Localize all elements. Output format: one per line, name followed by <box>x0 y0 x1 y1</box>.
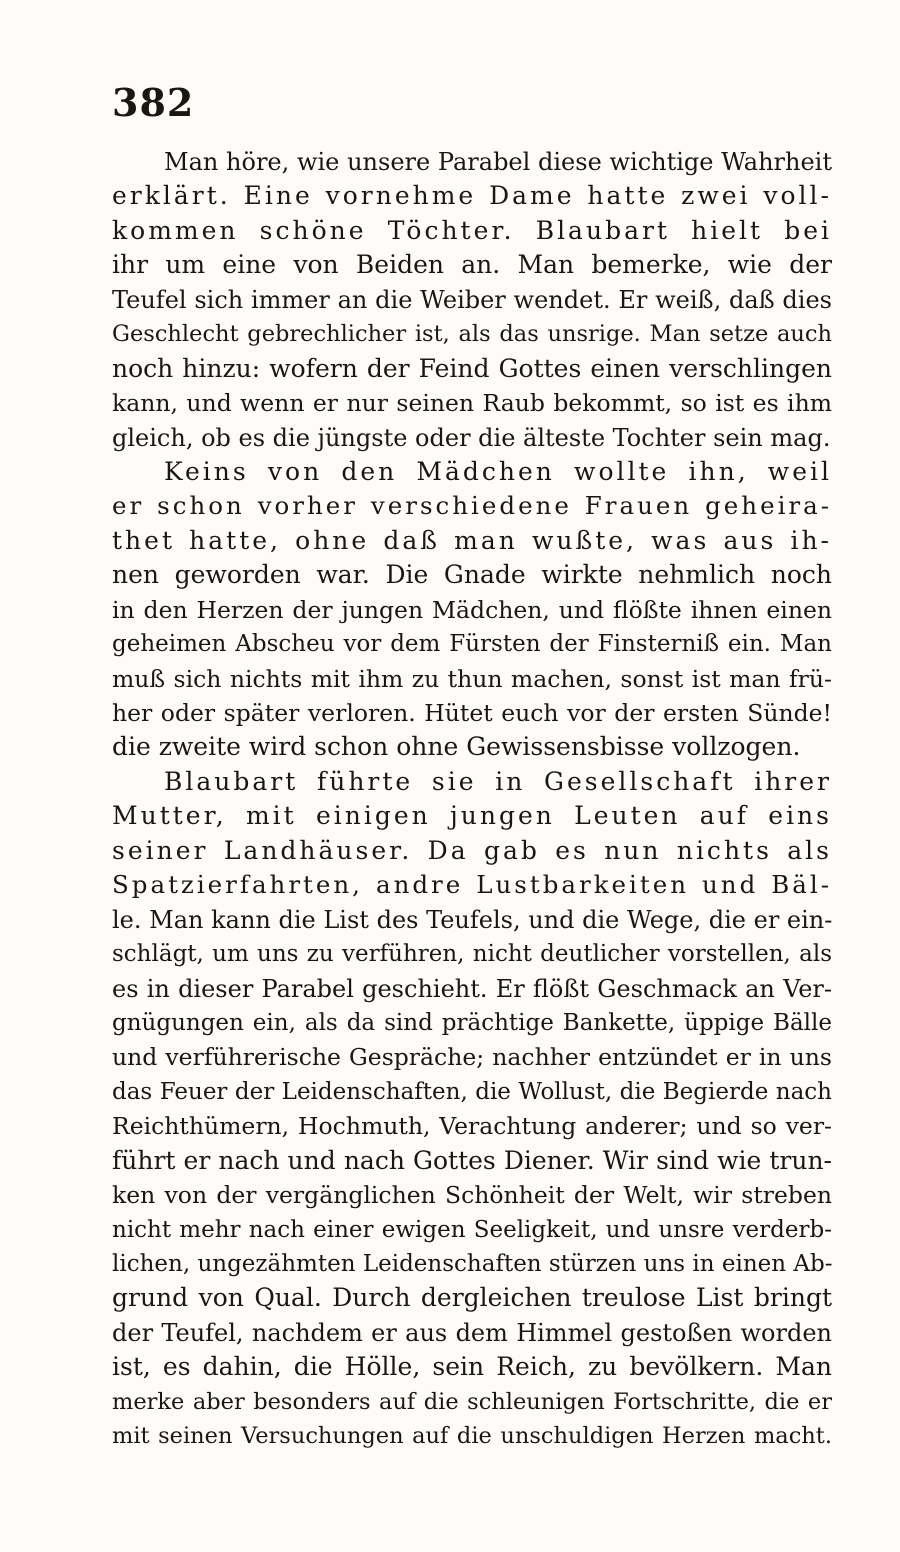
text-line: Teufel sich immer an die Weiber wendet. Er weiß, daß dies <box>112 285 832 314</box>
text-line: grund von Qual. Durch dergleichen treulose List bringt <box>112 1283 832 1313</box>
text-line: Geschlecht gebrechlicher ist, als das unsrige. Man setze auch <box>112 321 832 348</box>
text-line: Spatzierfahrten, andre Lustbarkeiten und Bäl- <box>112 870 832 900</box>
text-line: das Feuer der Leidenschaften, die Wollust, die Begierde nach <box>112 1078 832 1105</box>
text-line: ist, es dahin, die Hölle, sein Reich, zu bevölkern. Man <box>112 1352 832 1382</box>
text-line: Man höre, wie unsere Parabel diese wichtige Wahrheit <box>164 148 832 176</box>
text-line: thet hatte, ohne daß man wußte, was aus ih- <box>112 525 832 555</box>
text-line: kommen schöne Töchter. Blaubart hielt bei <box>112 215 832 245</box>
text-line: noch hinzu: wofern der Feind Gottes einen verschlingen <box>112 353 832 383</box>
text-line: erklärt. Eine vornehme Dame hatte zwei voll- <box>112 181 832 211</box>
paragraph-3 <box>112 765 832 1454</box>
text-line: es in dieser Parabel geschieht. Er flößt Geschmack an Ver- <box>112 974 832 1003</box>
text-line: her oder später verloren. Hütet euch vor der ersten Sünde! <box>112 699 832 727</box>
text-line: muß sich nichts mit ihm zu thun machen, sonst ist man frü- <box>112 664 832 693</box>
text-line: nicht mehr nach einer ewigen Seeligkeit, und unsre verderb- <box>112 1216 832 1243</box>
text-line: ken von der vergänglichen Schönheit der Welt, wir streben <box>112 1181 832 1210</box>
text-line: gnügungen ein, als da sind prächtige Bankette, üppige Bälle <box>112 1009 832 1036</box>
page-number: 382 <box>112 80 195 125</box>
text-line: Blaubart führte sie in Gesellschaft ihrer <box>164 766 832 796</box>
text-line: schlägt, um uns zu verführen, nicht deutlicher vorstellen, als <box>112 941 832 968</box>
paragraph-2 <box>112 455 832 765</box>
text-line: ihr um eine von Beiden an. Man bemerke, wie der <box>112 250 832 280</box>
text-line: lichen, ungezähmten Leidenschaften stürzen uns in einen Ab- <box>112 1251 833 1277</box>
text-line: und verführerische Gespräche; nachher entzündet er in uns <box>112 1043 832 1072</box>
text-line: kann, und wenn er nur seinen Raub bekommt, so ist es ihm <box>112 389 832 418</box>
text-line: Reichthümern, Hochmuth, Verachtung anderer; und so ver- <box>112 1112 832 1141</box>
text-line: mit seinen Versuchungen auf die unschuldigen Herzen macht. <box>112 1423 832 1450</box>
text-line: le. Man kann die List des Teufels, und die Wege, die er ein- <box>112 905 833 934</box>
text-line: führt er nach und nach Gottes Diener. Wir sind wie trun- <box>112 1145 832 1175</box>
text-line: merke aber besonders auf die schleunigen Fortschritte, die er <box>112 1388 832 1415</box>
text-line: die zweite wird schon ohne Gewissensbisse vollzogen. <box>112 732 801 762</box>
text-line: nen geworden war. Die Gnade wirkte nehmlich noch <box>112 560 832 590</box>
text-line: Mutter, mit einigen jungen Leuten auf eins <box>112 801 832 831</box>
paragraph-1 <box>112 145 832 455</box>
text-line: der Teufel, nachdem er aus dem Himmel gestoßen worden <box>112 1318 832 1347</box>
text-line: Keins von den Mädchen wollte ihn, weil <box>164 456 832 486</box>
text-line: in den Herzen der jungen Mädchen, und flößte ihnen einen <box>112 595 832 624</box>
text-line: er schon vorher verschiedene Frauen geheira- <box>112 491 832 521</box>
text-line: geheimen Abscheu vor dem Fürsten der Finsterniß ein. Man <box>112 631 832 658</box>
text-line: gleich, ob es die jüngste oder die älteste Tochter sein mag. <box>112 423 831 452</box>
text-line: seiner Landhäuser. Da gab es nun nichts als <box>112 835 832 865</box>
body-text <box>112 145 832 1454</box>
